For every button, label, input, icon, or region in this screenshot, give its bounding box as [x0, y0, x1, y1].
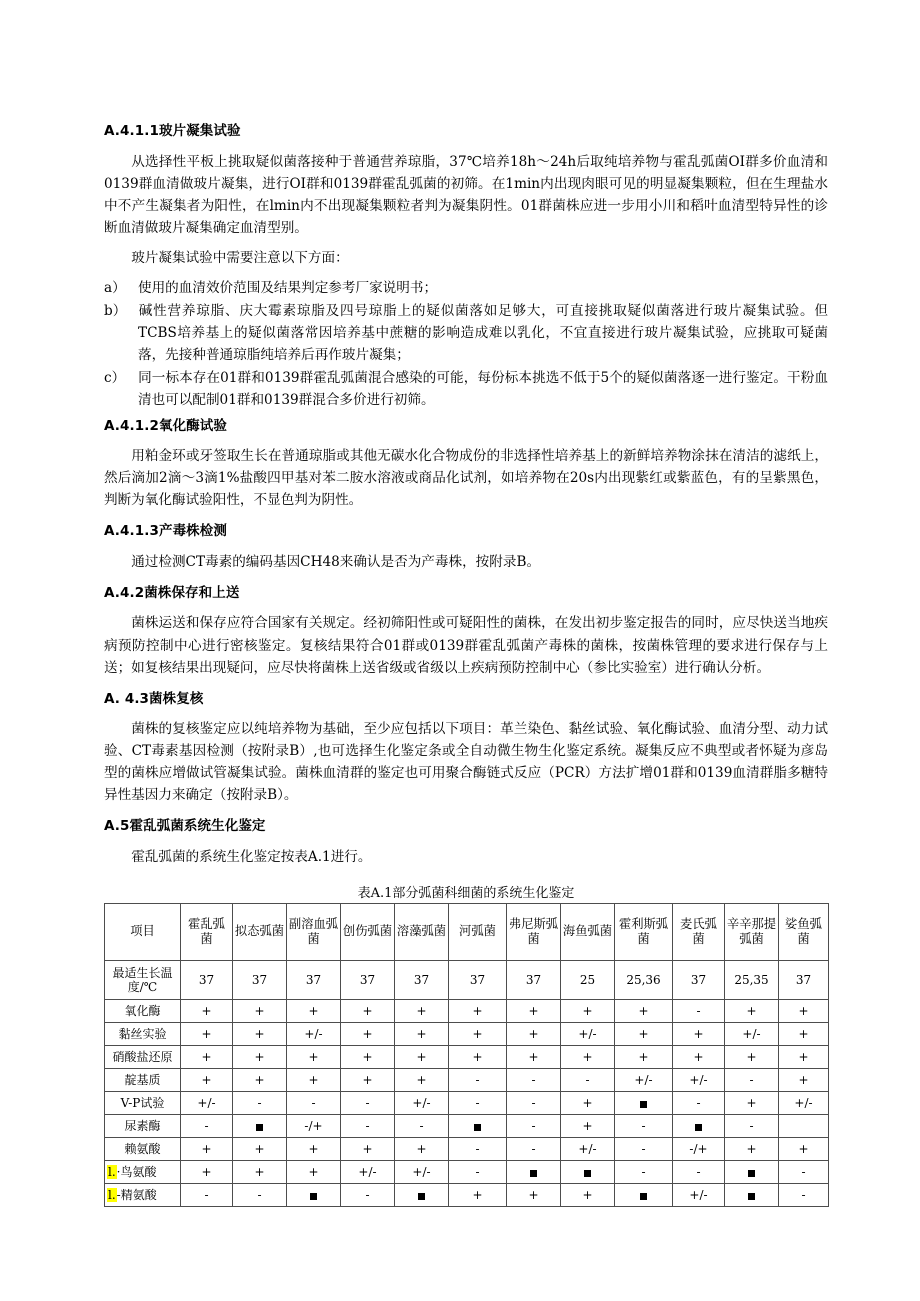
table-cell: -	[507, 1068, 561, 1091]
table-cell: +	[341, 1045, 395, 1068]
table-cell: +	[181, 1045, 233, 1068]
table-cell: +	[779, 1137, 829, 1160]
col-header-vibrio-parahaemolyticus: 副溶血弧菌	[287, 903, 341, 960]
table-cell: +	[615, 999, 673, 1022]
list-text-a: 使用的血清效价范围及结果判定参考厂家说明书；	[138, 279, 438, 296]
table-cell	[725, 1160, 779, 1183]
list-marker-c: c）	[104, 369, 126, 386]
heading-a42: A.4.2菌株保存和上送	[104, 584, 240, 601]
paragraph-a411-1: 从选择性平板上挑取疑似菌落接种于普通营养琼脂，37℃培养18h～24h后取纯培养物与霍乱弧菌OI群多价血清和0139群血清做玻片凝集，进行OI群和0139群霍乱弧菌的初筛。在1min内出现肉眼可见的明显凝集颗粒，但在生理盐水中不产生凝集者为阳性，在lmin内不出现凝集颗粒者判为凝集阴性。01群菌株应进一步用小川和稻叶血清型特异性的诊断血清做玻片凝集确定血清型别。	[104, 153, 828, 236]
table-cell: 25,36	[615, 960, 673, 999]
table-cell: +/-	[395, 1091, 449, 1114]
table-cell: +	[561, 1114, 615, 1137]
table-cell: +	[233, 1045, 287, 1068]
table-cell: +	[233, 1137, 287, 1160]
table-row	[105, 960, 829, 999]
table-cell: -	[341, 1091, 395, 1114]
table-cell: -	[449, 1137, 507, 1160]
filled-square-icon	[310, 1193, 317, 1200]
table-cell: 37	[287, 960, 341, 999]
table-cell: -	[725, 1114, 779, 1137]
table-body	[105, 960, 829, 1206]
row-label: 黏丝实验	[105, 1022, 181, 1045]
table-cell: +/-	[673, 1068, 725, 1091]
heading-a5: A.5霍乱弧菌系统生化鉴定	[104, 818, 266, 835]
row-label: 最适生长温度/℃	[105, 960, 181, 999]
table-caption: 表A.1部分弧菌科细菌的系统生化鉴定	[357, 885, 575, 901]
table-cell: -/+	[673, 1137, 725, 1160]
table-cell: +/-	[287, 1022, 341, 1045]
table-cell: +/-	[561, 1137, 615, 1160]
table-cell: -/+	[287, 1114, 341, 1137]
filled-square-icon	[584, 1170, 591, 1177]
table-cell: 37	[507, 960, 561, 999]
paragraph-a411-2: 玻片凝集试验中需要注意以下方面：	[131, 249, 349, 266]
table-cell: -	[287, 1091, 341, 1114]
table-cell: -	[673, 1160, 725, 1183]
table-cell: +/-	[395, 1160, 449, 1183]
table-cell: +	[673, 1022, 725, 1045]
table-cell: -	[507, 1114, 561, 1137]
col-header-vibrio-damsela: 海鱼弧菌	[561, 903, 615, 960]
table-row	[105, 1183, 829, 1206]
table-cell: -	[449, 1091, 507, 1114]
table-cell: +	[779, 1045, 829, 1068]
filled-square-icon	[695, 1124, 702, 1131]
col-header-vibrio-carchariae: 娑鱼弧菌	[779, 903, 829, 960]
table-cell	[449, 1114, 507, 1137]
row-label: l.-精氨酸	[105, 1183, 181, 1206]
table-cell: -	[673, 999, 725, 1022]
table-cell: 37	[449, 960, 507, 999]
table-cell: +	[341, 1137, 395, 1160]
table-row	[105, 1022, 829, 1045]
table-cell: +	[507, 1022, 561, 1045]
table-cell: +	[615, 1045, 673, 1068]
heading-a43: A. 4.3菌株复核	[104, 690, 204, 707]
table-cell: 37	[395, 960, 449, 999]
paragraph-a43-1: 菌株的复核鉴定应以纯培养物为基础，至少应包括以下项目：革兰染色、黏丝试验、氧化酶试验、血清分型、动力试验、CT毒素基因检测（按附录B）,也可选择生化鉴定条或全自动微生物生化鉴定系统。凝集反应不典型或者怀疑为彦岛型的菌株应增做试管凝集试验。菌株血清群的鉴定也可用聚合酶链式反应（PCR）方法扩增01群和0139血清群脂多糖特异性基因力来确定（按附录B）。	[104, 721, 828, 804]
table-cell: +	[725, 1045, 779, 1068]
table-cell: 37	[673, 960, 725, 999]
table-cell: +	[233, 999, 287, 1022]
table-cell	[507, 1160, 561, 1183]
table-cell: -	[233, 1091, 287, 1114]
row-label: 赖氨酸	[105, 1137, 181, 1160]
table-cell: 37	[181, 960, 233, 999]
table-cell: +	[395, 999, 449, 1022]
row-label: 氧化酶	[105, 999, 181, 1022]
paragraph-a413-1: 通过检测CT毒素的编码基因CH48来确认是否为产毒株，按附录B。	[131, 553, 541, 570]
table-cell: +/-	[341, 1160, 395, 1183]
col-header-vibrio-fluvialis: 河弧菌	[449, 903, 507, 960]
filled-square-icon	[640, 1193, 647, 1200]
table-cell: +/-	[779, 1091, 829, 1114]
table-cell	[395, 1183, 449, 1206]
table-cell: -	[615, 1114, 673, 1137]
list-a411	[104, 277, 828, 411]
col-header-vibrio-mimicus: 拟态弧菌	[233, 903, 287, 960]
filled-square-icon	[256, 1124, 263, 1131]
col-header-vibrio-vulnificus: 创伤弧菌	[341, 903, 395, 960]
table-cell: +	[287, 1045, 341, 1068]
table-cell: +	[673, 1045, 725, 1068]
table-cell: +	[287, 1137, 341, 1160]
table-cell: +	[449, 1045, 507, 1068]
table-cell: -	[341, 1183, 395, 1206]
table-cell: +	[395, 1068, 449, 1091]
table-cell: -	[233, 1183, 287, 1206]
table-cell: +/-	[561, 1022, 615, 1045]
table-cell: +	[233, 1160, 287, 1183]
table-cell: -	[507, 1091, 561, 1114]
col-header-vibrio-hollisae: 霍利斯弧菌	[615, 903, 673, 960]
table-cell: -	[779, 1183, 829, 1206]
table-cell: +	[233, 1068, 287, 1091]
table-cell: +	[615, 1022, 673, 1045]
filled-square-icon	[748, 1170, 755, 1177]
table-cell: +	[395, 1022, 449, 1045]
table-cell: -	[181, 1183, 233, 1206]
table-cell	[779, 1114, 829, 1137]
table-cell: +	[779, 1068, 829, 1091]
table-cell: +	[725, 999, 779, 1022]
table-cell: +	[449, 999, 507, 1022]
table-cell	[615, 1091, 673, 1114]
table-cell: 25,35	[725, 960, 779, 999]
table-cell: +	[181, 1022, 233, 1045]
table-cell: +	[507, 999, 561, 1022]
table-cell: -	[779, 1160, 829, 1183]
col-header-vibrio-cholerae: 霍乱弧菌	[181, 903, 233, 960]
table-cell: +	[779, 999, 829, 1022]
table-cell: +/-	[181, 1091, 233, 1114]
paragraph-a5-1: 霍乱弧菌的系统生化鉴定按表A.1进行。	[131, 848, 372, 865]
table-cell: -	[507, 1137, 561, 1160]
table-cell: +	[287, 999, 341, 1022]
list-marker-a: a）	[104, 279, 126, 296]
table-cell: -	[395, 1114, 449, 1137]
table-cell: +	[561, 999, 615, 1022]
table-cell: +	[395, 1137, 449, 1160]
table-cell: -	[449, 1160, 507, 1183]
list-marker-b: b）	[104, 302, 127, 319]
col-header-vibrio-furnissii: 弗尼斯弧菌	[507, 903, 561, 960]
table-cell: +	[561, 1045, 615, 1068]
filled-square-icon	[418, 1193, 425, 1200]
filled-square-icon	[474, 1124, 481, 1131]
table-cell	[233, 1114, 287, 1137]
table-cell	[725, 1183, 779, 1206]
col-header-vibrio-alginolyticus: 溶藻弧菌	[395, 903, 449, 960]
list-text-c: 同一标本存在01群和0139群霍乱弧菌混合感染的可能，每份标本挑选不低于5个的疑似菌落逐一进行鉴定。干粉血清也可以配制01群和0139群混合多价进行初筛。	[138, 369, 828, 408]
table-cell: +	[507, 1045, 561, 1068]
table-cell: -	[725, 1068, 779, 1091]
list-text-b: 碱性营养琼脂、庆大霉素琼脂及四号琼脂上的疑似菌落如足够大，可直接挑取疑似菌落进行玻片凝集试验。但TCBS培养基上的疑似菌落常因培养基中蔗糖的影响造成难以乳化，不宜直接进行玻片凝集试验，应挑取可疑菌落，先接种普通琼脂纯培养后再作玻片凝集；	[138, 302, 828, 363]
table-cell	[615, 1183, 673, 1206]
table-cell: +	[725, 1091, 779, 1114]
col-header-item: 项目	[105, 903, 181, 960]
table-row	[105, 1068, 829, 1091]
filled-square-icon	[530, 1170, 537, 1177]
table-row	[105, 1114, 829, 1137]
list-item-c	[104, 367, 828, 411]
table-cell: -	[615, 1160, 673, 1183]
table-cell: -	[181, 1114, 233, 1137]
heading-a411: A.4.1.1玻片凝集试验	[104, 123, 241, 139]
table-cell: +	[449, 1022, 507, 1045]
col-header-vibrio-cincinnatiensis: 辛辛那提弧菌	[725, 903, 779, 960]
paragraph-a412-1: 用粕金环或牙签取生长在普通琼脂或其他无碳水化合物成份的非选择性培养基上的新鲜培养物涂抹在清洁的滤纸上，然后滴加2滴～3滴1%盐酸四甲基对苯二胺水溶液或商品化试剂，如培养物在20s内出现紫红或紫蓝色，有的呈紫黑色，判断为氧化酶试验阳性，不显色判为阴性。	[104, 448, 828, 509]
table-cell: -	[673, 1091, 725, 1114]
table-cell: 37	[779, 960, 829, 999]
list-item-a	[104, 277, 828, 299]
table-cell: +	[181, 1068, 233, 1091]
table-cell	[673, 1114, 725, 1137]
table-cell: +	[181, 1160, 233, 1183]
row-label: 尿素酶	[105, 1114, 181, 1137]
table-cell: +	[233, 1022, 287, 1045]
table-cell: +/-	[615, 1068, 673, 1091]
table-cell: +	[181, 1137, 233, 1160]
table-cell: -	[561, 1068, 615, 1091]
list-item-b	[104, 300, 828, 366]
table-head	[105, 903, 829, 960]
table-cell	[287, 1183, 341, 1206]
highlight-marker: l.	[108, 1164, 116, 1179]
row-label: 靛基质	[105, 1068, 181, 1091]
table-cell: +	[507, 1183, 561, 1206]
table-cell: -	[449, 1068, 507, 1091]
table-row	[105, 1160, 829, 1183]
table-row	[105, 1045, 829, 1068]
table-cell: +	[341, 1068, 395, 1091]
table-cell: +	[341, 999, 395, 1022]
filled-square-icon	[640, 1101, 647, 1108]
table-cell: +	[395, 1045, 449, 1068]
table-cell: +/-	[673, 1183, 725, 1206]
table-cell: +	[725, 1137, 779, 1160]
table-cell: +	[287, 1160, 341, 1183]
paragraph-a42-1: 菌株运送和保存应符合国家有关规定。经初筛阳性或可疑阳性的菌株，在发出初步鉴定报告的同时，应尽快送当地疾病预防控制中心进行密核鉴定。复核结果符合01群或0139群霍乱弧菌产毒株的菌株，按菌株管理的要求进行保存与上送；如复核结果出现疑问，应尽快将菌株上送省级或省级以上疾病预防控制中心（参比实验室）进行确认分析。	[104, 615, 828, 676]
table-cell: 37	[233, 960, 287, 999]
table-cell: +/-	[725, 1022, 779, 1045]
table-cell: +	[341, 1022, 395, 1045]
table-cell: +	[181, 999, 233, 1022]
table-cell: 37	[341, 960, 395, 999]
heading-a413: A.4.1.3产毒株检测	[104, 523, 227, 540]
table-cell: -	[341, 1114, 395, 1137]
table-cell: +	[449, 1183, 507, 1206]
table-row	[105, 999, 829, 1022]
table-cell: +	[779, 1022, 829, 1045]
table-cell: +	[561, 1091, 615, 1114]
table-row	[105, 1091, 829, 1114]
table-cell: -	[615, 1137, 673, 1160]
table-cell: 25	[561, 960, 615, 999]
row-label: V-P试验	[105, 1091, 181, 1114]
table-row	[105, 1137, 829, 1160]
filled-square-icon	[748, 1193, 755, 1200]
biochemical-identification-table	[104, 903, 829, 1207]
highlight-marker: l.	[108, 1187, 116, 1202]
heading-a412: A.4.1.2氧化酶试验	[104, 417, 227, 434]
table-header-row	[105, 903, 829, 960]
col-header-vibrio-metschnikovii: 麦氏弧菌	[673, 903, 725, 960]
table-cell	[561, 1160, 615, 1183]
row-label: 硝酸盐还原	[105, 1045, 181, 1068]
table-cell: +	[287, 1068, 341, 1091]
row-label: l.·鸟氨酸	[105, 1160, 181, 1183]
table-cell: +	[561, 1183, 615, 1206]
